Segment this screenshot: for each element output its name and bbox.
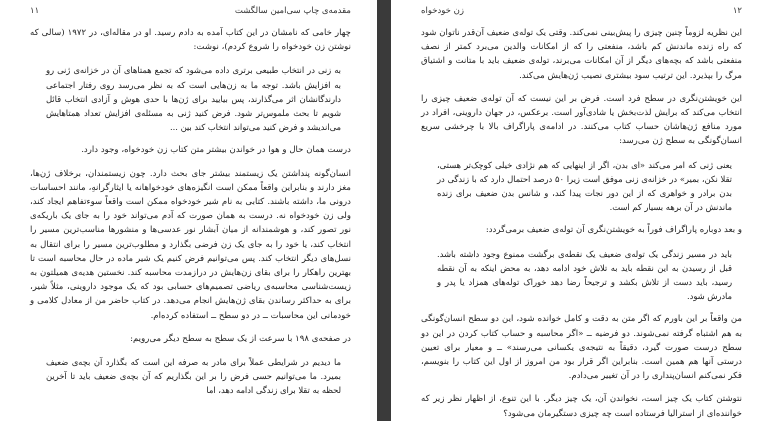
right-paragraph-1: این نظریه لزوماً چنین چیزی را پیش‌بینی نمی‌کند. وقتی یک توله‌ی ضعیف آن‌قدر ناتوان شود که راه زنده ماندنش کم باشد، منفعتی را که از امکانات والدین می‌برد کمتر از نصف منفعتی باشد که بچه‌های دیگر از آن امکانات می‌برند، توله‌ی ضعیف باید با متانت و اشتیاق مرگ را بپذیرد. این ترتیب سود بیشتری نصیب ژن‌هایش می‌کند. [421, 28, 742, 81]
right-header-title: زن خودخواه [421, 6, 464, 16]
left-page-header [30, 6, 351, 20]
left-header-title: مقدمه‌ی چاپ سی‌امین سالگشت [234, 6, 351, 16]
right-paragraph-3: و بعد دوباره پاراگراف فوراً به خویشتن‌نگری آن توله‌ی ضعیف برمی‌گردد: [485, 225, 742, 236]
right-paragraph-2: این خویشتن‌نگری در سطح فرد است. فرض بر این نیست که آن توله‌ی ضعیف چیزی را انتخاب می‌کند که برایش لذت‌بخش یا شادی‌آور است. برعکس، در جهان داروینی، افراد در مورد منافع ژن‌هاشان حساب کتاب می‌کنند. در ادامه‌ی پاراگراف بالا با چرخشی سریع انسان‌گونگی به سطح ژن می‌رسد: [421, 93, 742, 147]
left-paragraph-4: در صفحه‌ی ۱۹۸ با سرعت از یک سطح به سطح دیگر می‌رویم: [130, 333, 351, 344]
left-page-number: ۱۱ [30, 6, 40, 16]
left-quote-2: ما دیدیم در شرایطی عملاً برای مادر به صرفه این است که بگذارد آن بچه‌ی ضعیف بمیرد. ما می‌توانیم حسی فرض را بر این بگذاریم که آن بچه‌ی ضعیف باید تا آخرین لحظه به تقلا برای زندگی ادامه دهد، اما [46, 357, 341, 396]
book-gutter [377, 0, 391, 421]
left-paragraph-2: درست همان حال و هوا در خواندن بیشتر متن کتاب زن خودخواه، وجود دارد. [81, 145, 351, 156]
right-paragraph-5: نتوشتن کتاب یک چیز است، نخواندن آن، یک چیز دیگر. با این تنوع، از اظهار نظر زیر که خواننده‌ای از استرالیا فرستاده است چه چیزی دستگیرمان می‌شود؟ [421, 394, 742, 419]
right-page-number: ۱۲ [732, 6, 742, 16]
left-quote-1: به زنی در انتخاب طبیعی برتری داده می‌شود که تجمع همتاهای آن در خزانه‌ی ژنی رو به افزایش باشد. توجه ما به زن‌هایی است که به نظر می‌رسد روی رفتار اجتماعی دارندگانشان اثر می‌گذارند، پس بیایید برای ژن‌ها با حدی هوش و آزادی انتخاب قائل شویم تا بحث ملموس‌تر شود. فرض کنید ژنی به مسئله‌ی افزایش تعداد همتاهایش می‌اندیشد و فرض کنید می‌تواند انتخاب کند بین ... [46, 65, 341, 133]
right-quote-2: باید در مسیر زندگی یک توله‌ی ضعیف یک نقطه‌ی برگشت ممنوع وجود داشته باشد. قبل از رسیدن به این نقطه باید به تلاش خود ادامه دهد، به محض اینکه به آن نقطه رسید، باید دست از تلاش بکشد و ترجیحاً رضا دهد خوراک توله‌های همزاد یا پدر و مادرش شود. [437, 248, 732, 302]
right-quote-1: یعنی ژنی که امر می‌کند «ای بدن، اگر از اینهایی که هم نژادی خیلی کوچک‌تر هستی، تقلا نکن، بمیر» در خزانه‌ی زنی موفق است زیرا ۵۰ درصد احتمال دارد که با زندگی در بدن برادر و خواهری که از این دور نجات پیدا کند، و شانس بدن ضعیف برای زنده ماندنش در آن برهه بسیار کم است. [437, 159, 732, 213]
left-page [0, 0, 377, 421]
right-page-body [421, 26, 742, 421]
right-page-header [421, 6, 742, 20]
right-paragraph-4: من واقعاً بر این باورم که اگر متن به دقت و کامل خوانده شود، این دو سطح انسان‌گونگی به هم اشتباه گرفته نمی‌شوند. دو فرضیه ــ «اگر محاسبه و حساب کتاب کردن در این دو سطح درست صورت گیرد، دقیقاً به نتیجه‌ی یکسانی می‌رسند» ــ و معیار برای تعیین درستی آنها هم همین است. بنابراین اگر قرار بود من امروز از اول این کتاب را بنویسم، فکر نمی‌کنم انسان‌پنداری را در آن تغییر می‌دادم. [421, 314, 742, 382]
left-paragraph-3: انسان‌گونه پنداشتن یک زیستمند بیشتر جای بحث دارد. چون زیستمندان، برخلاف ژن‌ها، مغز دارند و بنابراین واقعاً ممکن است انگیزه‌های خودخواهانه یا ایثارگرانهِ، مانند احساسات درونی ما، داشته باشند. کتابی به نام شیر خودخواه ممکن است واقعاً سوءتفاهم ایجاد کند، ولی زن خودخواه نه. درست به همان صورت که آدم می‌تواند خود را به جای یک باریکه‌ی نور تصور کند، و هوشمندانه از میان آبشار نور عدسی‌ها و منشورها مناسب‌ترین مسیر را انتخاب کند، یا خود را به جای یک زن فرضی بگذارد و مطلوب‌ترین مسیر را برای انتقال به نسل‌های دیگر انتخاب کند. پس می‌توانیم فرض کنیم یک شیر ماده در حال محاسبه است تا بهترین راهکار را برای بقای زن‌هایش در درازمدت محاسبه کند. نخستین هدیه‌ی همیلتون به زیست‌شناسی محاسبه‌ی ریاضی تصمیم‌های حسابی بود که یک موجود داروینی، مثلاً شیر، برای به حداکثر رساندن بقای ژن‌هایش انجام می‌دهد. در کتاب حاضر من از معادل کلامی و خودمانی این محاسبات ــ در دو سطح ــ استفاده کرده‌ام. [30, 168, 351, 321]
left-paragraph-1: چهار خامی که نامشان در این کتاب آمده به دادم رسید. او در مقاله‌ای، در ۱۹۷۲ (سالی که نوشتن زن خودخواه را شروع کردم)، نوشت: [30, 28, 351, 53]
left-page-body [30, 26, 351, 407]
right-page [391, 0, 768, 421]
